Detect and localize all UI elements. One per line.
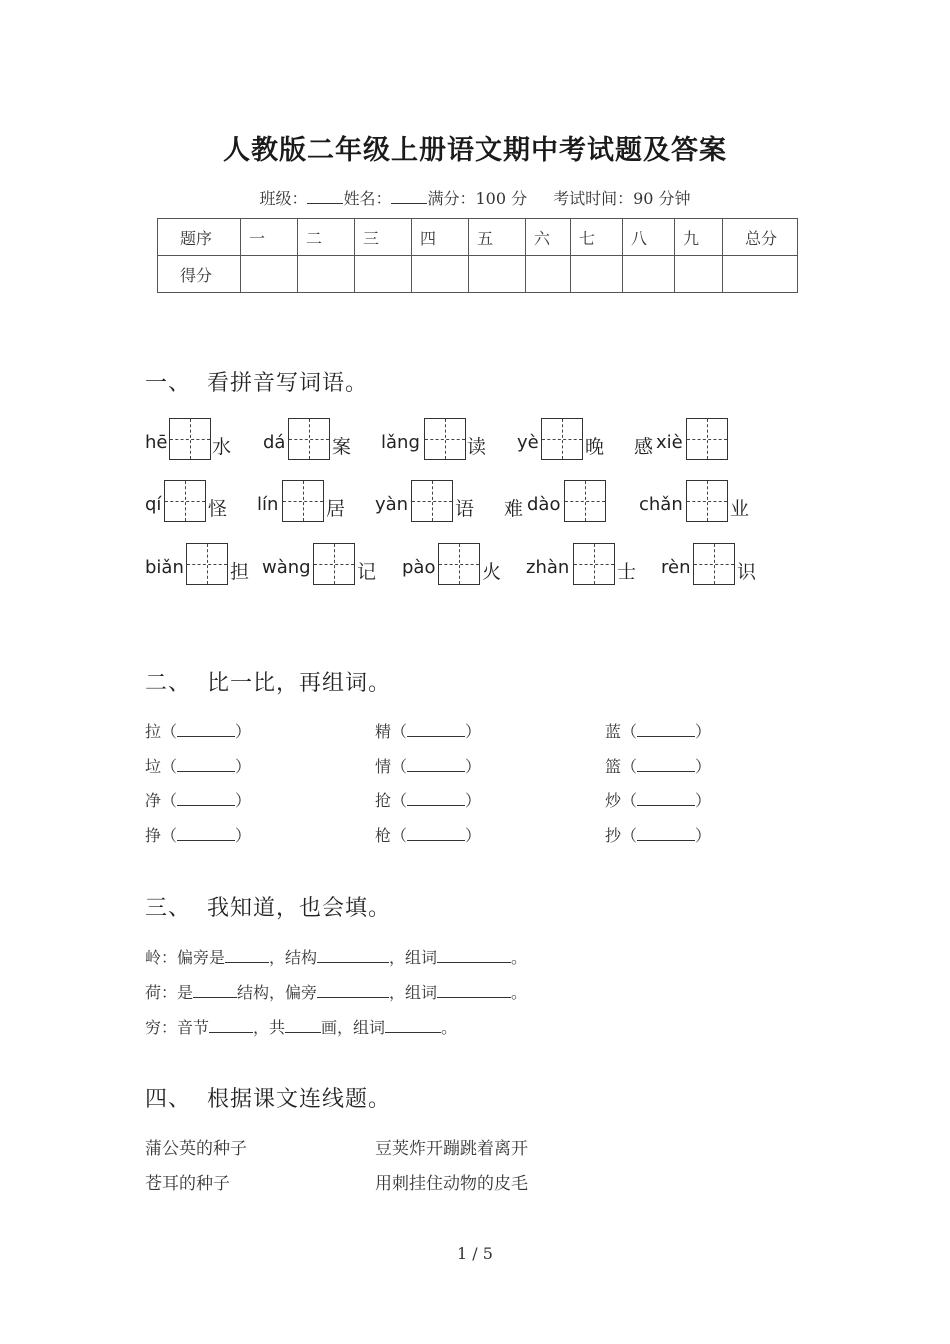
table-cell: 五 <box>469 219 526 256</box>
class-label: 班级： <box>259 189 308 208</box>
answer-blank[interactable] <box>407 826 465 841</box>
score-table <box>157 218 798 293</box>
answer-blank[interactable] <box>385 1018 441 1033</box>
hanzi: 记 <box>357 561 377 583</box>
hanzi: 火 <box>482 561 502 583</box>
answer-blank[interactable] <box>317 983 389 998</box>
writing-box[interactable] <box>411 480 453 522</box>
pinyin: dá <box>263 432 286 453</box>
answer-blank[interactable] <box>177 757 235 772</box>
fill-line: 穷：音节 ，共 画，组词 。 <box>145 1018 458 1037</box>
score-cell[interactable] <box>412 256 469 293</box>
writing-box[interactable] <box>693 543 735 585</box>
hanzi: 担 <box>230 561 250 583</box>
pinyin: dào <box>527 494 561 515</box>
answer-blank[interactable] <box>225 948 269 963</box>
writing-box[interactable] <box>164 480 206 522</box>
answer-blank[interactable] <box>637 757 695 772</box>
section-heading: 比一比，再组词。 <box>207 671 392 696</box>
writing-box[interactable] <box>686 480 728 522</box>
compare-item: 篮（ ） <box>605 757 712 776</box>
table-cell: 九 <box>675 219 723 256</box>
answer-blank[interactable] <box>285 1018 321 1033</box>
pinyin: lín <box>257 494 279 515</box>
exam-info <box>0 186 950 209</box>
table-cell: 四 <box>412 219 469 256</box>
score-cell[interactable] <box>623 256 675 293</box>
writing-box[interactable] <box>573 543 615 585</box>
answer-blank[interactable] <box>407 791 465 806</box>
section-number: 三、 <box>145 896 192 921</box>
score-cell[interactable] <box>241 256 298 293</box>
score-table-score-row <box>158 256 798 293</box>
compare-item: 抢（ ） <box>375 791 482 810</box>
pinyin: wàng <box>262 557 311 578</box>
fill-line: 岭：偏旁是 ，结构 ，组词 。 <box>145 948 528 967</box>
hanzi: 感 <box>634 436 654 458</box>
section4-title <box>145 1082 391 1113</box>
section2-title <box>145 666 391 697</box>
table-cell: 一 <box>241 219 298 256</box>
answer-blank[interactable] <box>193 983 237 998</box>
answer-blank[interactable] <box>407 722 465 737</box>
pinyin: yè <box>517 432 539 453</box>
compare-item: 垃（ ） <box>145 757 252 776</box>
writing-box[interactable] <box>424 418 466 460</box>
writing-box[interactable] <box>564 480 606 522</box>
answer-blank[interactable] <box>637 791 695 806</box>
hanzi: 读 <box>467 436 487 458</box>
pinyin: zhàn <box>526 557 570 578</box>
answer-blank[interactable] <box>317 948 389 963</box>
table-cell: 六 <box>526 219 571 256</box>
score-cell[interactable] <box>298 256 355 293</box>
pinyin: yàn <box>375 494 409 515</box>
name-blank[interactable] <box>391 189 427 204</box>
compare-item: 蓝（ ） <box>605 722 712 741</box>
pinyin: biǎn <box>145 557 184 578</box>
match-left-item[interactable]: 蒲公英的种子 <box>145 1139 247 1159</box>
table-cell: 题序 <box>158 219 241 256</box>
table-cell: 八 <box>623 219 675 256</box>
writing-box[interactable] <box>169 418 211 460</box>
section3-title <box>145 891 391 922</box>
writing-box[interactable] <box>313 543 355 585</box>
writing-box[interactable] <box>282 480 324 522</box>
compare-item: 净（ ） <box>145 791 252 810</box>
name-label: 姓名： <box>343 189 392 208</box>
writing-box[interactable] <box>438 543 480 585</box>
section-number: 四、 <box>145 1087 192 1112</box>
compare-item: 精（ ） <box>375 722 482 741</box>
section-heading: 我知道，也会填。 <box>207 896 392 921</box>
compare-item: 拉（ ） <box>145 722 252 741</box>
compare-item: 抄（ ） <box>605 826 712 845</box>
score-table-header-row <box>158 219 798 256</box>
answer-blank[interactable] <box>637 722 695 737</box>
score-cell[interactable] <box>675 256 723 293</box>
pinyin: qí <box>145 494 162 515</box>
hanzi: 难 <box>504 498 524 520</box>
writing-box[interactable] <box>186 543 228 585</box>
hanzi: 语 <box>455 498 475 520</box>
page-number: 1 / 5 <box>457 1244 493 1263</box>
compare-item: 情（ ） <box>375 757 482 776</box>
compare-item: 炒（ ） <box>605 791 712 810</box>
pinyin: pào <box>402 557 436 578</box>
score-cell[interactable] <box>355 256 412 293</box>
writing-box[interactable] <box>541 418 583 460</box>
fill-line: 荷：是 结构，偏旁 ，组词 。 <box>145 983 528 1002</box>
table-cell: 三 <box>355 219 412 256</box>
hanzi: 士 <box>617 561 637 583</box>
pinyin: xiè <box>656 432 683 453</box>
hanzi: 怪 <box>208 498 228 520</box>
answer-blank[interactable] <box>437 948 511 963</box>
exam-time: 考试时间：90 分钟 <box>553 189 691 208</box>
score-cell[interactable] <box>526 256 571 293</box>
table-cell: 得分 <box>158 256 241 293</box>
score-cell[interactable] <box>469 256 526 293</box>
writing-box[interactable] <box>686 418 728 460</box>
pinyin: hē <box>145 432 168 453</box>
section1-title <box>145 366 368 397</box>
section-heading: 看拼音写词语。 <box>207 371 369 396</box>
section-number: 一、 <box>145 371 192 396</box>
hanzi: 案 <box>332 436 352 458</box>
compare-item: 枪（ ） <box>375 826 482 845</box>
answer-blank[interactable] <box>407 757 465 772</box>
table-cell: 二 <box>298 219 355 256</box>
hanzi: 业 <box>730 498 750 520</box>
writing-box[interactable] <box>288 418 330 460</box>
match-right-item[interactable]: 豆荚炸开蹦跳着离开 <box>375 1139 528 1159</box>
answer-blank[interactable] <box>437 983 511 998</box>
page-title: 人教版二年级上册语文期中考试题及答案 <box>223 135 727 166</box>
section-heading: 根据课文连线题。 <box>207 1087 392 1112</box>
compare-item: 挣（ ） <box>145 826 252 845</box>
pinyin: chǎn <box>639 494 683 515</box>
class-blank[interactable] <box>307 189 343 204</box>
hanzi: 晚 <box>585 436 605 458</box>
answer-blank[interactable] <box>177 791 235 806</box>
hanzi: 居 <box>326 498 346 520</box>
score-cell[interactable] <box>571 256 623 293</box>
hanzi: 水 <box>212 436 232 458</box>
pinyin: lǎng <box>381 432 420 453</box>
answer-blank[interactable] <box>177 826 235 841</box>
match-left-item[interactable]: 苍耳的种子 <box>145 1174 230 1194</box>
section-number: 二、 <box>145 671 192 696</box>
answer-blank[interactable] <box>209 1018 253 1033</box>
match-right-item[interactable]: 用刺挂住动物的皮毛 <box>375 1174 528 1194</box>
hanzi: 识 <box>737 561 757 583</box>
table-cell: 七 <box>571 219 623 256</box>
pinyin: rèn <box>661 557 691 578</box>
score-cell[interactable] <box>723 256 798 293</box>
full-score: 满分：100 分 <box>427 189 528 208</box>
answer-blank[interactable] <box>177 722 235 737</box>
answer-blank[interactable] <box>637 826 695 841</box>
table-cell: 总分 <box>723 219 798 256</box>
